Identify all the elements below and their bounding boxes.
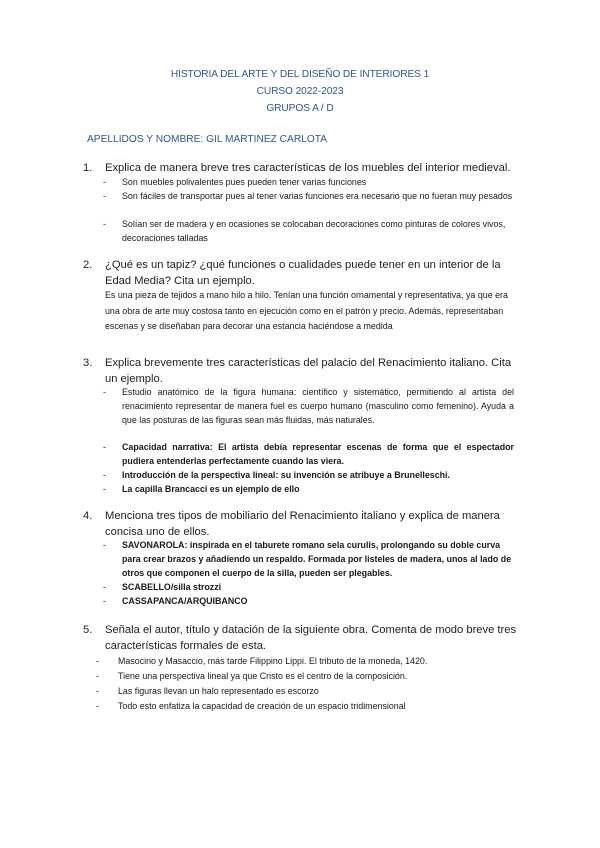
question-text: Explica brevemente tres características del palacio del Renacimiento italiano. Cita un ejemplo.	[105, 357, 512, 385]
answer-item	[103, 594, 514, 608]
answer-text: Son muebles polivalentes pues pueden tener varias funciones	[122, 177, 367, 187]
answer-text: La capilla Brancacci es un ejemplo de ello	[122, 484, 300, 494]
dash-marker: -	[103, 442, 106, 452]
answer-item	[103, 538, 514, 580]
dash-marker: -	[103, 596, 106, 606]
answer-item	[103, 440, 514, 468]
answer-text: Masocino y Masaccio, más tarde Filippino Lippi. El tributo de la moneda, 1420.	[118, 656, 428, 666]
question-number: 3.	[83, 357, 93, 369]
answer-item	[96, 654, 518, 669]
answer-text: SAVONAROLA: inspirada en el taburete romano sela curulis, prolongando su doble curva para crear brazos y añadiendo un respaldo. Formada por listeles de madera, unos al lado de otros que componen el cuerpo de la silla, pueden ser plegables.	[122, 540, 512, 578]
question-1	[83, 160, 517, 176]
course-groups: GRUPOS A / D	[266, 103, 334, 114]
answer-text: Capacidad narrativa: El artista debía representar escenas de forma que el espectador pudiera entenderlas perfectamente cuando las viera.	[122, 442, 514, 466]
dash-marker: -	[96, 701, 99, 711]
question-number: 2.	[83, 259, 93, 271]
answer-item	[103, 189, 514, 203]
dash-marker: -	[103, 191, 106, 201]
question-text: Señala el autor, título y datación de la siguiente obra. Comenta de modo breve tres características formales de esta.	[105, 624, 517, 652]
question-number: 4.	[83, 510, 93, 522]
answer-text: Estudio anatómico de la figura humana: científico y sistemático, permitiendo al artista del renacimiento representar de manera fuel es cuerpo humano (masculino como femenino). Ayuda a que las posturas de las figuras sean más fluidas, más naturales.	[122, 387, 514, 425]
answer-item	[103, 217, 514, 245]
dash-marker: -	[103, 484, 106, 494]
answer-text: Tiene una perspectiva lineal ya que Cristo es el centro de la composición.	[118, 671, 408, 681]
answer-item	[103, 468, 514, 482]
answer-text: Introducción de la perspectiva lineal: su invención se atribuye a Brunelleschi.	[122, 470, 450, 480]
question-number: 1.	[83, 162, 93, 174]
answer-item	[96, 684, 518, 699]
answer-item	[96, 669, 518, 684]
answer-paragraph: Es una pieza de tejidos a mano hilo a hilo. Tenían una función ornamental y representativa, ya que era una obra de arte muy costosa tanto en ejecución como en el patrón y precio. Además, representaban escenas y se diseñaban para decorar una estancia haciéndose a medida	[105, 290, 508, 331]
student-name: APELLIDOS Y NOMBRE: GIL MARTINEZ CARLOTA	[87, 134, 328, 145]
answer-item	[103, 482, 514, 496]
answer-text: SCABELLO/silla strozzi	[122, 582, 222, 592]
question-2	[83, 257, 517, 289]
answer-text: CASSAPANCA/ARQUIBANCO	[122, 596, 248, 606]
answer-text: Son fáciles de transportar pues al tener varias funciones era necesario que no fueran muy pesados	[122, 191, 513, 201]
dash-marker: -	[103, 470, 106, 480]
dash-marker: -	[103, 582, 106, 592]
answer-item	[103, 385, 514, 427]
answer-text: Solían ser de madera y en ocasiones se colocaban decoraciones como pinturas de colores vivos, decoraciones talladas	[122, 219, 506, 243]
course-year: CURSO 2022-2023	[256, 86, 344, 97]
question-number: 5.	[83, 624, 93, 636]
answer-item	[103, 580, 514, 594]
question-3	[83, 355, 517, 387]
dash-marker: -	[103, 540, 106, 550]
question-4	[83, 508, 517, 540]
question-text: ¿Qué es un tapiz? ¿qué funciones o cualidades puede tener en un interior de la Edad Media? Cita un ejemplo.	[105, 259, 501, 287]
dash-marker: -	[103, 177, 106, 187]
question-5	[83, 622, 517, 654]
dash-marker: -	[103, 219, 106, 229]
dash-marker: -	[103, 387, 106, 397]
question-text: Explica de manera breve tres características de los muebles del interior medieval.	[105, 162, 511, 174]
dash-marker: -	[96, 656, 99, 666]
course-title: HISTORIA DEL ARTE Y DEL DISEÑO DE INTERIORES 1	[170, 69, 430, 80]
answer-text: Todo esto enfatiza la capacidad de creación de un espacio tridimensional	[118, 701, 406, 711]
question-text: Menciona tres tipos de mobiliario del Renacimiento italiano y explica de manera concisa uno de ellos.	[105, 510, 500, 538]
answer-item	[96, 699, 518, 714]
dash-marker: -	[96, 671, 99, 681]
answer-item	[103, 175, 514, 189]
dash-marker: -	[96, 686, 99, 696]
answer-text: Las figuras llevan un halo representado es escorzo	[118, 686, 319, 696]
